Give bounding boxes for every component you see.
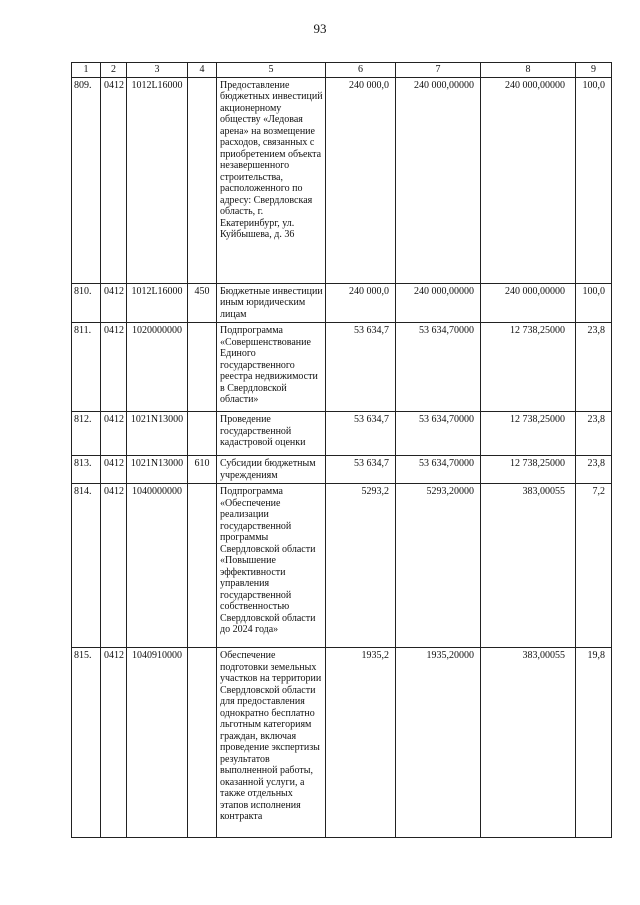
target-article-code: 1040000000 xyxy=(127,484,188,648)
amount-approved: 53 634,7 xyxy=(326,456,396,484)
expense-type-code xyxy=(188,77,217,283)
table-header-row xyxy=(72,63,612,78)
page-number: 93 xyxy=(313,21,327,36)
column-header: 6 xyxy=(326,63,396,78)
table-row xyxy=(72,648,612,838)
expense-type-code xyxy=(188,412,217,456)
target-article-code: 1021N13000 xyxy=(127,412,188,456)
expense-type-code xyxy=(188,484,217,648)
table-row xyxy=(72,412,612,456)
target-article-code: 1012L16000 xyxy=(127,77,188,283)
row-number: 811. xyxy=(72,323,101,412)
amount-planned: 240 000,00000 xyxy=(396,283,481,323)
execution-percent: 7,2 xyxy=(576,484,612,648)
expense-type-code: 450 xyxy=(188,283,217,323)
column-header: 3 xyxy=(127,63,188,78)
expense-type-code: 610 xyxy=(188,456,217,484)
column-header: 2 xyxy=(101,63,127,78)
section-code: 0412 xyxy=(101,412,127,456)
amount-planned: 1935,20000 xyxy=(396,648,481,838)
amount-executed: 12 738,25000 xyxy=(481,412,576,456)
amount-planned: 53 634,70000 xyxy=(396,323,481,412)
column-header: 8 xyxy=(481,63,576,78)
target-article-code: 1012L16000 xyxy=(127,283,188,323)
table-row xyxy=(72,484,612,648)
column-header: 5 xyxy=(217,63,326,78)
amount-executed: 383,00055 xyxy=(481,648,576,838)
target-article-code: 1021N13000 xyxy=(127,456,188,484)
amount-executed: 383,00055 xyxy=(481,484,576,648)
target-article-code: 1020000000 xyxy=(127,323,188,412)
table-row xyxy=(72,77,612,283)
item-name: Субсидии бюджетным учреждениям xyxy=(217,456,326,484)
execution-percent: 19,8 xyxy=(576,648,612,838)
execution-percent: 100,0 xyxy=(576,77,612,283)
item-name: Проведение государственной кадастровой оценки xyxy=(217,412,326,456)
table-row xyxy=(72,456,612,484)
section-code: 0412 xyxy=(101,323,127,412)
amount-approved: 53 634,7 xyxy=(326,412,396,456)
column-header: 7 xyxy=(396,63,481,78)
amount-executed: 12 738,25000 xyxy=(481,323,576,412)
item-name: Подпрограмма «Совершенствование Единого государственного реестра недвижимости в Свердловской области» xyxy=(217,323,326,412)
execution-percent: 23,8 xyxy=(576,323,612,412)
row-number: 815. xyxy=(72,648,101,838)
column-header: 1 xyxy=(72,63,101,78)
expense-type-code xyxy=(188,323,217,412)
item-name: Предоставление бюджетных инвестиций акционерному обществу «Ледовая арена» на возмещение расходов, связанных с приобретением объекта незавершенного строительства, расположенного по адресу: Свердловская область, г. Екатеринбург, ул. Куйбышева, д. 36 xyxy=(217,77,326,283)
table-row xyxy=(72,283,612,323)
execution-percent: 100,0 xyxy=(576,283,612,323)
execution-percent: 23,8 xyxy=(576,456,612,484)
item-name: Бюджетные инвестиции иным юридическим лицам xyxy=(217,283,326,323)
amount-planned: 240 000,00000 xyxy=(396,77,481,283)
section-code: 0412 xyxy=(101,456,127,484)
amount-approved: 53 634,7 xyxy=(326,323,396,412)
column-header: 9 xyxy=(576,63,612,78)
item-name: Подпрограмма «Обеспечение реализации государственной программы Свердловской области «Повышение эффективности управления государственной собственностью Свердловской области до 2024 года» xyxy=(217,484,326,648)
row-number: 810. xyxy=(72,283,101,323)
amount-approved: 240 000,0 xyxy=(326,77,396,283)
amount-executed: 12 738,25000 xyxy=(481,456,576,484)
amount-approved: 240 000,0 xyxy=(326,283,396,323)
column-header: 4 xyxy=(188,63,217,78)
section-code: 0412 xyxy=(101,77,127,283)
amount-executed: 240 000,00000 xyxy=(481,283,576,323)
expense-type-code xyxy=(188,648,217,838)
item-name: Обеспечение подготовки земельных участков на территории Свердловской области для предоставления однократно бесплатно льготным категориям граждан, включая проведение экспертизы результатов выполненной работы, оказанной услуги, а также отдельных этапов исполнения контракта xyxy=(217,648,326,838)
row-number: 813. xyxy=(72,456,101,484)
amount-planned: 53 634,70000 xyxy=(396,412,481,456)
amount-planned: 5293,20000 xyxy=(396,484,481,648)
section-code: 0412 xyxy=(101,648,127,838)
amount-planned: 53 634,70000 xyxy=(396,456,481,484)
row-number: 809. xyxy=(72,77,101,283)
target-article-code: 1040910000 xyxy=(127,648,188,838)
section-code: 0412 xyxy=(101,283,127,323)
amount-approved: 5293,2 xyxy=(326,484,396,648)
row-number: 814. xyxy=(72,484,101,648)
row-number: 812. xyxy=(72,412,101,456)
amount-approved: 1935,2 xyxy=(326,648,396,838)
execution-percent: 23,8 xyxy=(576,412,612,456)
section-code: 0412 xyxy=(101,484,127,648)
table-row xyxy=(72,323,612,412)
amount-executed: 240 000,00000 xyxy=(481,77,576,283)
budget-table xyxy=(71,62,612,838)
